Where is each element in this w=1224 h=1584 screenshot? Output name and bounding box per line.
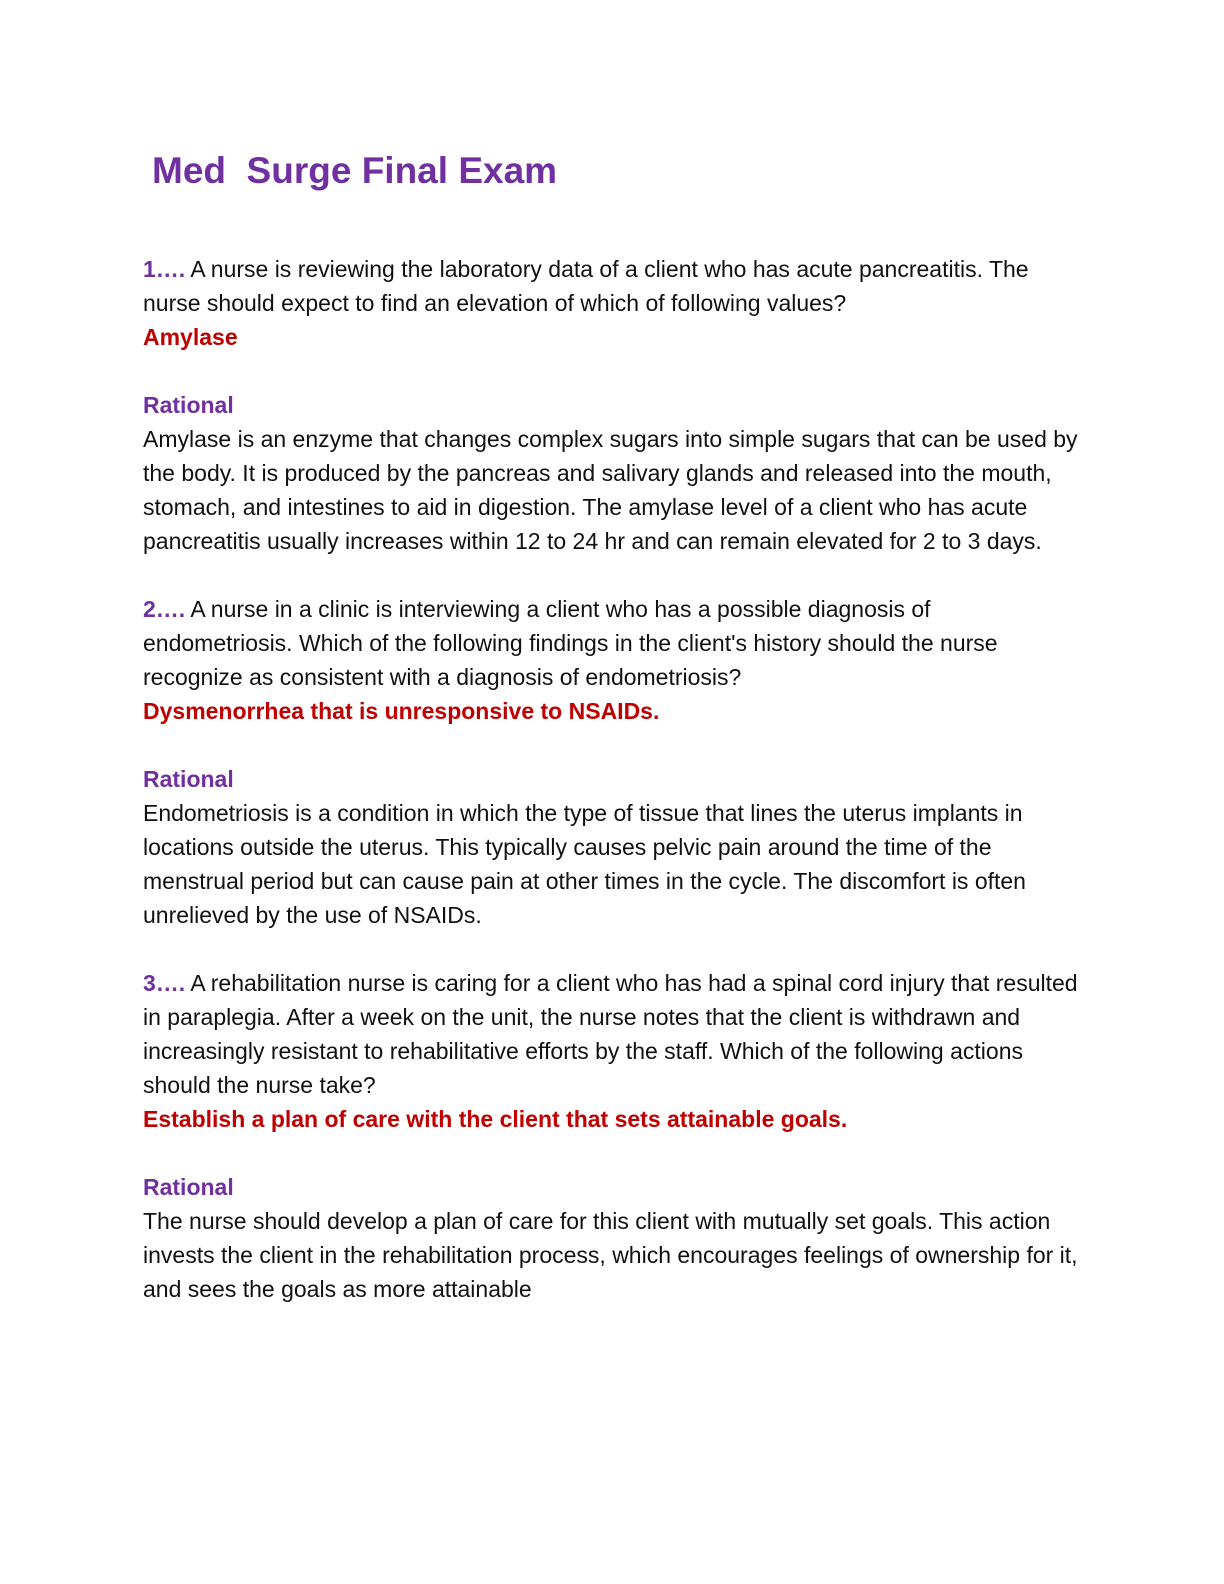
question-text: A nurse is reviewing the laboratory data of a client who has acute pancreatitis. The nurse should expect to find an elevation of which of following values? — [143, 256, 1029, 316]
question-1 — [143, 252, 1083, 354]
rationale-label: Rational — [143, 1174, 234, 1200]
question-text: A nurse in a clinic is interviewing a client who has a possible diagnosis of endometriosis. Which of the following findings in the client's history should the nurse recognize as consistent with a diagnosis of endometriosis? — [143, 596, 998, 690]
rationale-text: Amylase is an enzyme that changes complex sugars into simple sugars that can be used by the body. It is produced by the pancreas and salivary glands and released into the mouth, stomach, and intestines to aid in digestion. The amylase level of a client who has acute pancreatitis usually increases within 12 to 24 hr and can remain elevated for 2 to 3 days. — [143, 426, 1078, 554]
answer-text: Dysmenorrhea that is unresponsive to NSAIDs. — [143, 698, 660, 724]
rationale-3 — [143, 1170, 1083, 1306]
question-number: 3…. — [143, 970, 186, 996]
question-text: A rehabilitation nurse is caring for a client who has had a spinal cord injury that resulted in paraplegia. After a week on the unit, the nurse notes that the client is withdrawn and increasingly resistant to rehabilitative efforts by the staff. Which of the following actions should the nurse take? — [143, 970, 1078, 1098]
question-number: 1…. — [143, 256, 186, 282]
rationale-text: The nurse should develop a plan of care for this client with mutually set goals. This action invests the client in the rehabilitation process, which encourages feelings of ownership for it, and sees the goals as more attainable — [143, 1208, 1078, 1302]
rationale-2 — [143, 762, 1083, 932]
document-title: Med Surge Final Exam — [152, 150, 558, 191]
question-2 — [143, 592, 1083, 728]
rationale-text: Endometriosis is a condition in which the type of tissue that lines the uterus implants in locations outside the uterus. This typically causes pelvic pain around the time of the menstrual period but can cause pain at other times in the cycle. The discomfort is often unrelieved by the use of NSAIDs. — [143, 800, 1026, 928]
question-3 — [143, 966, 1083, 1136]
rationale-label: Rational — [143, 392, 234, 418]
document-body — [143, 252, 1083, 1340]
rationale-1 — [143, 388, 1083, 558]
answer-text: Amylase — [143, 324, 238, 350]
answer-text: Establish a plan of care with the client that sets attainable goals. — [143, 1106, 848, 1132]
rationale-label: Rational — [143, 766, 234, 792]
question-number: 2…. — [143, 596, 186, 622]
